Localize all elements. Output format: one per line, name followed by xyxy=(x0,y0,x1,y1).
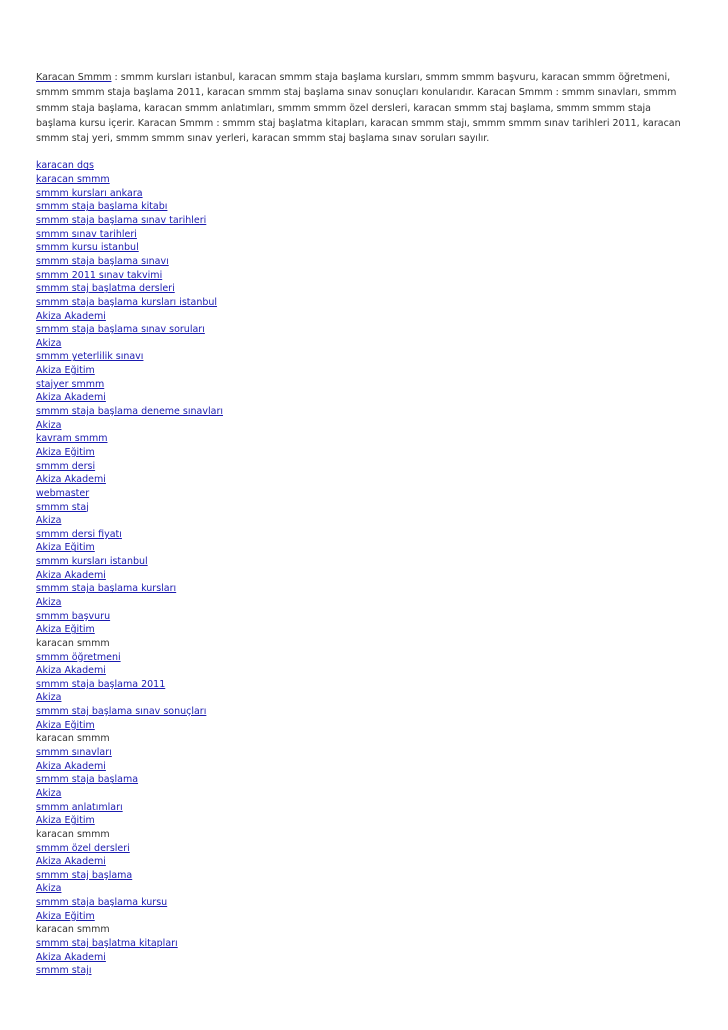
keyword-link[interactable]: Akiza Akademi xyxy=(36,392,106,404)
keyword-link[interactable]: stajyer smmm xyxy=(36,378,105,390)
keyword-link[interactable]: Akiza xyxy=(36,515,62,527)
keyword-link[interactable]: smmm dersi fiyatı xyxy=(36,528,122,540)
keyword-link-list xyxy=(36,159,692,977)
keyword-link[interactable]: Akiza Akademi xyxy=(36,951,106,963)
keyword-text: karacan smmm xyxy=(36,733,110,745)
keyword-link[interactable]: Akiza Akademi xyxy=(36,665,106,677)
keyword-link[interactable]: smmm staj xyxy=(36,501,89,513)
keyword-link[interactable]: smmm staj başlatma kitapları xyxy=(36,938,178,949)
list-item xyxy=(36,528,692,542)
list-item xyxy=(36,541,692,555)
keyword-link[interactable]: smmm staja başlama kursu xyxy=(36,897,168,909)
keyword-link[interactable]: Akiza Akademi xyxy=(36,474,106,486)
list-item xyxy=(36,378,692,392)
list-item xyxy=(36,691,692,705)
keyword-link[interactable]: smmm staj başlama sınav sonuçları xyxy=(36,706,207,718)
list-item xyxy=(36,582,692,596)
list-item xyxy=(36,923,692,937)
keyword-link[interactable]: smmm staja başlama 2011 xyxy=(36,678,166,690)
list-item xyxy=(36,596,692,610)
list-item xyxy=(36,637,692,651)
keyword-link[interactable]: Akiza Akademi xyxy=(36,856,106,868)
keyword-link[interactable]: Akiza Akademi xyxy=(36,760,106,772)
keyword-link[interactable]: smmm staja başlama sınavı xyxy=(36,255,169,267)
list-item xyxy=(36,323,692,337)
list-item xyxy=(36,269,692,283)
list-item xyxy=(36,746,692,760)
list-item xyxy=(36,460,692,474)
list-item xyxy=(36,569,692,583)
list-item xyxy=(36,555,692,569)
keyword-text: karacan smmm xyxy=(36,924,110,936)
keyword-link[interactable]: smmm staja başlama sınav tarihleri xyxy=(36,215,207,227)
keyword-link[interactable]: Akiza xyxy=(36,596,62,608)
keyword-link[interactable]: smmm kursu istanbul xyxy=(36,242,139,254)
list-item xyxy=(36,842,692,856)
intro-lead-link[interactable]: Karacan Smmm xyxy=(36,72,112,83)
list-item xyxy=(36,310,692,324)
list-item xyxy=(36,391,692,405)
keyword-link[interactable]: karacan dgs xyxy=(36,160,94,172)
keyword-link[interactable]: smmm özel dersleri xyxy=(36,842,130,854)
keyword-link[interactable]: Akiza Eğitim xyxy=(36,815,95,827)
intro-text: : smmm kursları istanbul, karacan smmm staja başlama kursları, smmm smmm başvuru, karacan smmm öğretmeni, smmm smmm staja başlama 2011, karacan smmm staj başlama sınav sonuçları konularıdır. Karacan Smmm : smmm sınavları, smmm smmm staja başlama, karacan smmm anlatımları, smmm smmm özel dersleri, karacan smmm staj başlama, smmm smmm staja başlama kursu içerir. Karacan Smmm : smmm staj başlatma kitapları, karacan smmm stajı, smmm smmm sınav tarihleri 2011, karacan smmm staj yeri, smmm smmm sınav yerleri, karacan smmm staj başlama sınav soruları sayılır. xyxy=(36,72,681,145)
list-item xyxy=(36,910,692,924)
list-item xyxy=(36,514,692,528)
keyword-link[interactable]: Akiza Akademi xyxy=(36,569,106,581)
keyword-link[interactable]: smmm staja başlama kursları istanbul xyxy=(36,296,218,308)
list-item xyxy=(36,760,692,774)
list-item xyxy=(36,773,692,787)
list-item xyxy=(36,664,692,678)
keyword-link[interactable]: smmm yeterlilik sınavı xyxy=(36,351,144,363)
list-item xyxy=(36,801,692,815)
keyword-link[interactable]: Akiza Eğitim xyxy=(36,719,95,731)
list-item xyxy=(36,473,692,487)
list-item xyxy=(36,364,692,378)
keyword-text: karacan smmm xyxy=(36,828,110,840)
keyword-link[interactable]: smmm staja başlama sınav soruları xyxy=(36,324,205,336)
keyword-link[interactable]: Akiza Eğitim xyxy=(36,542,95,554)
list-item xyxy=(36,214,692,228)
keyword-link[interactable]: Akiza xyxy=(36,787,62,799)
keyword-link[interactable]: smmm kursları ankara xyxy=(36,187,143,199)
keyword-link[interactable]: Akiza xyxy=(36,692,62,704)
list-item xyxy=(36,173,692,187)
list-item xyxy=(36,432,692,446)
list-item xyxy=(36,719,692,733)
keyword-link[interactable]: smmm 2011 sınav takvimi xyxy=(36,269,163,281)
list-item xyxy=(36,446,692,460)
list-item xyxy=(36,187,692,201)
keyword-link[interactable]: smmm staj başlatma dersleri xyxy=(36,283,175,295)
list-item xyxy=(36,228,692,242)
keyword-link[interactable]: Akiza Akademi xyxy=(36,310,106,322)
list-item xyxy=(36,732,692,746)
keyword-link[interactable]: smmm stajı xyxy=(36,965,92,977)
list-item xyxy=(36,501,692,515)
keyword-link[interactable]: karacan smmm xyxy=(36,174,110,186)
list-item xyxy=(36,419,692,433)
keyword-link[interactable]: smmm sınavları xyxy=(36,747,112,759)
keyword-link[interactable]: Akiza Eğitim xyxy=(36,910,95,922)
list-item xyxy=(36,296,692,310)
keyword-link[interactable]: Akiza Eğitim xyxy=(36,365,95,377)
keyword-text: karacan smmm xyxy=(36,637,110,649)
list-item xyxy=(36,623,692,637)
list-item xyxy=(36,787,692,801)
keyword-link[interactable]: smmm staja başlama xyxy=(36,774,139,786)
keyword-link[interactable]: Akiza xyxy=(36,337,62,349)
list-item xyxy=(36,282,692,296)
keyword-link[interactable]: smmm öğretmeni xyxy=(36,651,121,663)
keyword-link[interactable]: smmm staj başlama xyxy=(36,869,133,881)
list-item xyxy=(36,855,692,869)
keyword-link[interactable]: smmm sınav tarihleri xyxy=(36,228,137,240)
keyword-link[interactable]: smmm staja başlama deneme sınavları xyxy=(36,406,223,418)
list-item xyxy=(36,200,692,214)
keyword-link[interactable]: smmm staja başlama kitabı xyxy=(36,201,168,213)
list-item xyxy=(36,610,692,624)
list-item xyxy=(36,951,692,965)
list-item xyxy=(36,651,692,665)
keyword-link[interactable]: webmaster xyxy=(36,487,90,499)
list-item xyxy=(36,828,692,842)
list-item xyxy=(36,705,692,719)
keyword-link[interactable]: Akiza xyxy=(36,883,62,895)
keyword-link[interactable]: Akiza xyxy=(36,419,62,431)
list-item xyxy=(36,896,692,910)
list-item xyxy=(36,350,692,364)
keyword-link[interactable]: smmm anlatımları xyxy=(36,801,123,813)
keyword-link[interactable]: smmm başvuru xyxy=(36,610,111,622)
list-item xyxy=(36,159,692,173)
intro-paragraph xyxy=(36,70,692,146)
list-item xyxy=(36,869,692,883)
keyword-link[interactable]: smmm staja başlama kursları xyxy=(36,583,177,595)
list-item xyxy=(36,487,692,501)
list-item xyxy=(36,405,692,419)
list-item xyxy=(36,882,692,896)
document-page xyxy=(36,70,692,978)
keyword-link[interactable]: Akiza Eğitim xyxy=(36,624,95,636)
list-item xyxy=(36,814,692,828)
list-item xyxy=(36,964,692,978)
list-item xyxy=(36,255,692,269)
keyword-link[interactable]: smmm kursları istanbul xyxy=(36,556,148,568)
list-item xyxy=(36,937,692,951)
keyword-link[interactable]: Akiza Eğitim xyxy=(36,446,95,458)
list-item xyxy=(36,241,692,255)
keyword-link[interactable]: smmm dersi xyxy=(36,460,96,472)
list-item xyxy=(36,678,692,692)
keyword-link[interactable]: kavram smmm xyxy=(36,433,108,445)
list-item xyxy=(36,337,692,351)
